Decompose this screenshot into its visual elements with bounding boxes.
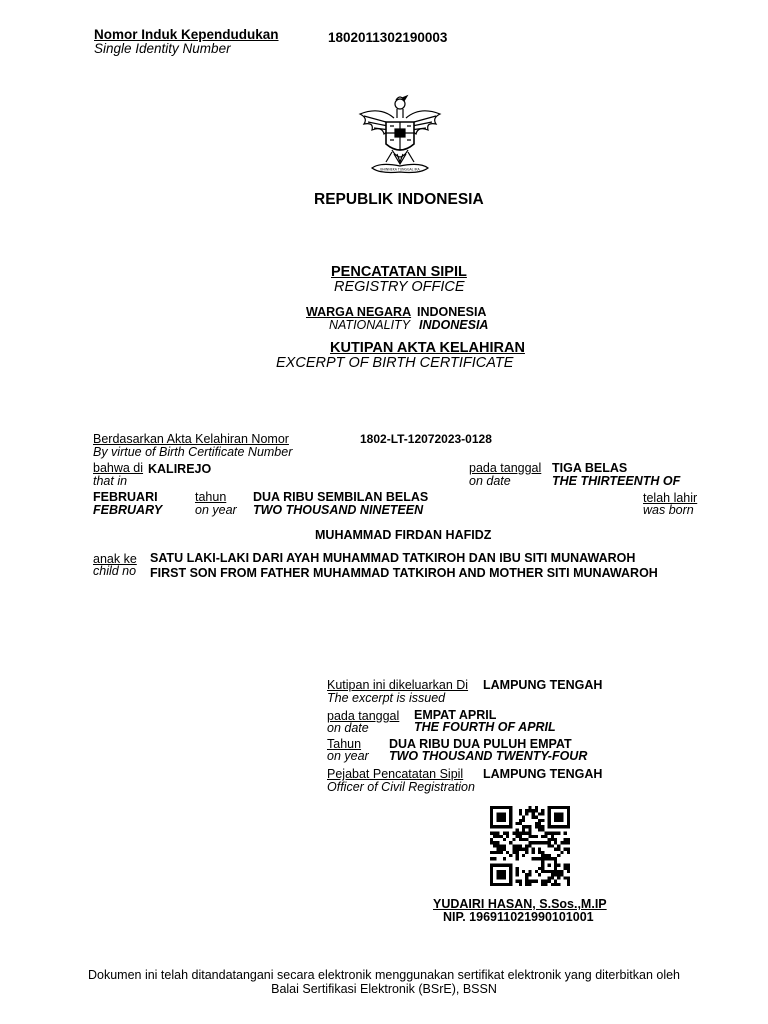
- place-value: KALIREJO: [148, 462, 212, 476]
- year-value: DUA RIBU SEMBILAN BELAS: [253, 490, 429, 504]
- month-value-en: FEBRUARY: [93, 503, 163, 517]
- place-label-en: that in: [93, 474, 128, 488]
- cert-number: 1802-LT-12072023-0128: [360, 432, 492, 446]
- child-no-value: SATU LAKI-LAKI DARI AYAH MUHAMMAD TATKIROH DAN IBU SITI MUNAWAROH: [150, 551, 636, 565]
- nationality-value-en: INDONESIA: [419, 318, 489, 332]
- date-value: TIGA BELAS: [552, 461, 628, 475]
- footer-line-2: Balai Sertifikasi Elektronik (BSrE), BSSN: [271, 982, 497, 996]
- issue-year-value-en: TWO THOUSAND TWENTY-FOUR: [389, 749, 588, 763]
- issue-place-label-en: The excerpt is issued: [327, 691, 446, 705]
- born-label-en: was born: [643, 503, 694, 517]
- issue-place-value: LAMPUNG TENGAH: [483, 678, 603, 692]
- country-title: REPUBLIK INDONESIA: [314, 191, 484, 208]
- child-no-label-en: child no: [93, 564, 137, 578]
- date-label: pada tanggal: [469, 461, 542, 475]
- nik-label-en: Single Identity Number: [94, 41, 231, 56]
- office-title: PENCATATAN SIPIL: [331, 264, 467, 280]
- issue-date-value: EMPAT APRIL: [414, 708, 497, 722]
- doc-title-en: EXCERPT OF BIRTH CERTIFICATE: [276, 355, 514, 371]
- signatory-nip: NIP. 196911021990101001: [443, 910, 594, 924]
- nik-value: 1802011302190003: [328, 30, 448, 45]
- cert-label: Berdasarkan Akta Kelahiran Nomor: [93, 432, 289, 446]
- nationality-value: INDONESIA: [417, 305, 487, 319]
- issue-year-value: DUA RIBU DUA PULUH EMPAT: [389, 737, 572, 751]
- doc-title: KUTIPAN AKTA KELAHIRAN: [330, 340, 525, 356]
- nik-label: Nomor Induk Kependudukan: [94, 27, 279, 42]
- footer-line-1: Dokumen ini telah ditandatangani secara elektronik menggunakan sertifikat elektronik yang diterbitkan oleh: [87, 968, 681, 982]
- nationality-label-en: NATIONALITY: [329, 318, 411, 332]
- office-title-en: REGISTRY OFFICE: [334, 279, 465, 295]
- signatory-name: YUDAIRI HASAN, S.Sos.,M.IP: [433, 897, 607, 911]
- garuda-emblem-icon: [350, 92, 450, 184]
- year-label: tahun: [195, 490, 227, 504]
- officer-label-en: Officer of Civil Registration: [327, 780, 475, 794]
- issue-date-label: pada tanggal: [327, 709, 400, 723]
- issue-year-label: Tahun: [327, 737, 362, 751]
- qr-code-icon: [489, 806, 571, 886]
- child-name: MUHAMMAD FIRDAN HAFIDZ: [315, 528, 492, 542]
- officer-label: Pejabat Pencatatan Sipil: [327, 767, 464, 781]
- issue-date-value-en: THE FOURTH OF APRIL: [414, 720, 556, 734]
- emblem-motto: BHINNEKA TUNGGAL IKA: [380, 167, 420, 172]
- cert-label-en: By virtue of Birth Certificate Number: [93, 445, 293, 459]
- place-label: bahwa di: [93, 461, 144, 475]
- child-no-label: anak ke: [93, 552, 137, 566]
- year-label-en: on year: [195, 503, 237, 517]
- born-label: telah lahir: [643, 491, 698, 505]
- issue-place-label: Kutipan ini dikeluarkan Di: [327, 678, 469, 692]
- issue-year-label-en: on year: [327, 749, 369, 763]
- issue-date-label-en: on date: [327, 721, 369, 735]
- child-no-value-en: FIRST SON FROM FATHER MUHAMMAD TATKIROH AND MOTHER SITI MUNAWAROH: [150, 566, 658, 580]
- date-label-en: on date: [469, 474, 511, 488]
- year-value-en: TWO THOUSAND NINETEEN: [253, 503, 424, 517]
- officer-value: LAMPUNG TENGAH: [483, 767, 603, 781]
- nationality-label: WARGA NEGARA: [306, 305, 412, 319]
- month-value: FEBRUARI: [93, 490, 158, 504]
- date-value-en: THE THIRTEENTH OF: [552, 474, 681, 488]
